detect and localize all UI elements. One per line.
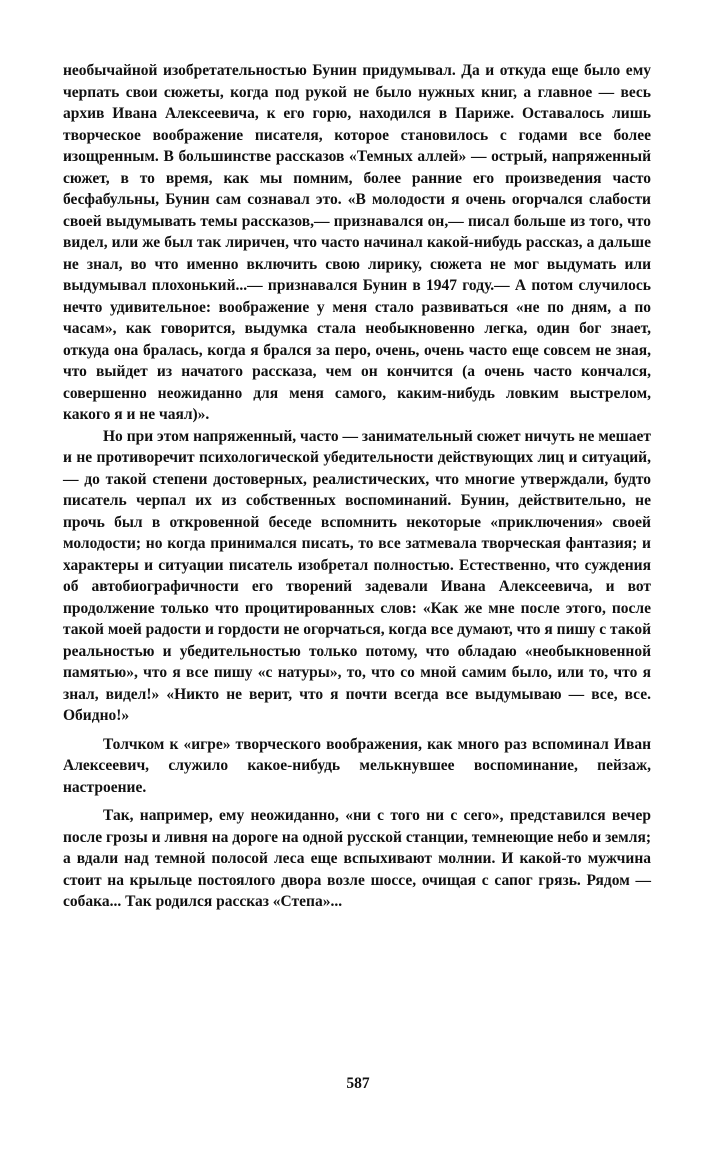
paragraph-3: Толчком к «игре» творческого воображения, как много раз вспоминал Иван Алексеевич, служило какое-нибудь мелькнувшее воспоминание, пейзаж, настроение. [63,735,651,796]
book-page-text [63,60,651,913]
paragraph-2: Но при этом напряженный, часто — занимательный сюжет ничуть не мешает и не противоречит психологической убедительности действующих лиц и ситуаций,— до такой степени достоверных, реалистических, что многие утверждали, будто писатель черпал их из собственных воспоминаний. Бунин, действительно, не прочь был в откровенной беседе вспомнить некоторые «приключения» своей молодости; но когда принимался писать, то все затмевала творческая фантазия; и характеры и ситуации писатель изобретал полностью. Естественно, что суждения об автобиографичности его творений задевали Ивана Алексеевича, и вот продолжение только что процитированных слов: «Как же мне после этого, после такой моей радости и гордости не огорчаться, когда все думают, что я пишу с такой реальностью и убедительностью только потому, что обладаю «необыкновенной памятью», что я все пишу «с натуры», то, что со мной самим было, или то, что я знал, видел!» «Никто не верит, что я почти всегда все выдумываю — все, все. Обидно!» [63,427,651,724]
paragraph-4: Так, например, ему неожиданно, «ни с того ни с сего», представился вечер после грозы и ливня на дороге на одной русской станции, темнеющие небо и земля; а вдали над темной полосой леса еще вспыхивают молнии. И какой-то мужчина стоит на крыльце постоялого двора возле шоссе, очищая с сапог грязь. Рядом — собака... Так родился рассказ «Степа»... [63,807,651,910]
page-number: 587 [346,1075,370,1092]
paragraph-1: необычайной изобретательностью Бунин придумывал. Да и откуда еще было ему черпать свои сюжеты, когда под рукой не было нужных книг, а главное — весь архив Ивана Алексеевича, к его горю, находился в Париже. Оставалось лишь творческое воображение писателя, которое становилось с годами все более изощренным. В большинстве рассказов «Темных аллей» — острый, напряженный сюжет, в то время, как мы помним, более ранние его произведения часто бесфабульны, Бунин сам сознавал это. «В молодости я очень огорчался слабости своей выдумывать темы рассказов,— признавался он,— писал больше из того, что видел, или же был так лиричен, что часто начинал какой-нибудь рассказ, а дальше не знал, во что именно включить свою лирику, сюжета не мог выдумать или выдумывал плохонький...— признавался Бунин в 1947 году.— А потом случилось нечто удивительное: воображение у меня стало развиваться «не по дням, а по часам», как говорится, выдумка стала необыкновенно легка, один бог знает, откуда она бралась, когда я брался за перо, очень, очень часто еще совсем не зная, что выйдет из начатого рассказа, чем он кончится (а очень часто кончался, совершенно неожиданно для меня самого, каким-нибудь ловким выстрелом, какого я и не чаял)». [63,62,651,423]
